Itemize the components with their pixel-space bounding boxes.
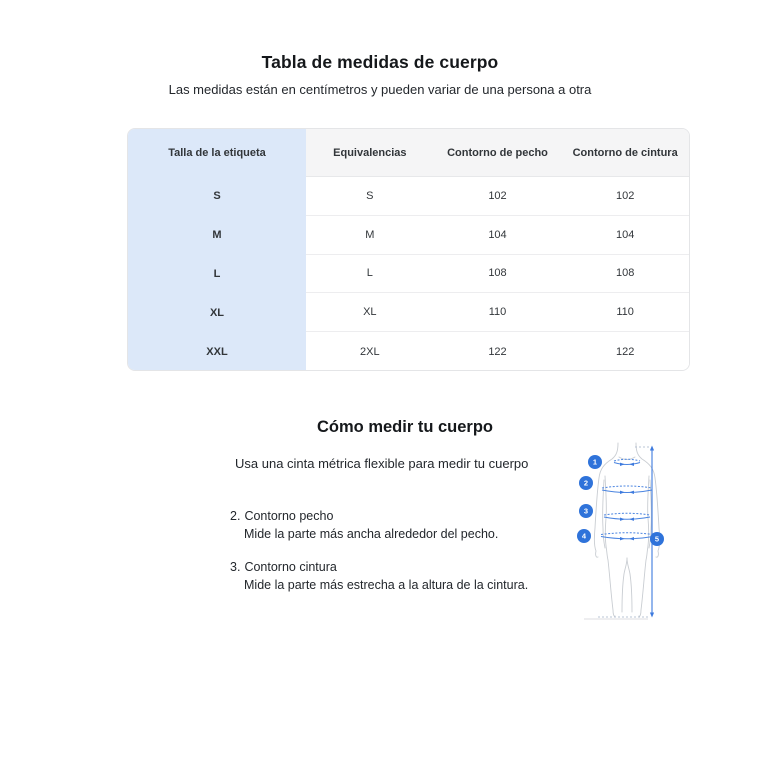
table-cell-cintura: 108	[561, 255, 689, 294]
column-header-equivalencias: Equivalencias	[306, 129, 434, 177]
page-title: Tabla de medidas de cuerpo	[261, 52, 499, 72]
table-cell-pecho: 104	[434, 216, 562, 255]
svg-text:2: 2	[583, 478, 589, 488]
svg-text:3: 3	[583, 506, 589, 516]
table-cell-pecho: 102	[434, 177, 562, 216]
table-cell-pecho: 122	[434, 332, 562, 371]
step-description: Mide la parte más ancha alrededor del pecho.	[244, 527, 499, 541]
step-number: 2.	[230, 509, 241, 523]
table-cell-talla: S	[128, 177, 306, 216]
table-cell-pecho: 108	[434, 255, 562, 294]
step-label: Contorno cintura	[244, 560, 337, 574]
table-cell-cintura: 104	[561, 216, 689, 255]
marker-1-icon	[588, 455, 602, 469]
table-cell-cintura: 102	[561, 177, 689, 216]
column-header-cintura: Contorno de cintura	[561, 129, 689, 177]
measure-section-subtitle: Usa una cinta métrica flexible para medir tu cuerpo	[235, 456, 529, 471]
svg-text:4: 4	[581, 531, 587, 541]
measure-step-waist	[230, 558, 528, 594]
measure-section-title: Cómo medir tu cuerpo	[316, 418, 493, 436]
table-cell-equivalencia: M	[306, 216, 434, 255]
marker-4-icon	[577, 529, 591, 543]
table-cell-cintura: 110	[561, 293, 689, 332]
step-description: Mide la parte más estrecha a la altura de la cintura.	[244, 578, 529, 592]
step-number: 3.	[230, 560, 241, 574]
body-measurement-diagram	[575, 438, 678, 623]
svg-text:5: 5	[654, 534, 660, 544]
marker-5-icon	[650, 532, 664, 546]
step-label: Contorno pecho	[244, 509, 334, 523]
table-cell-cintura: 122	[561, 332, 689, 371]
table-cell-talla: L	[128, 255, 306, 294]
marker-2-icon	[579, 476, 593, 490]
table-cell-talla: M	[128, 216, 306, 255]
measure-step-chest	[230, 507, 528, 543]
column-header-talla: Talla de la etiqueta	[128, 129, 306, 177]
table-cell-equivalencia: 2XL	[306, 332, 434, 371]
marker-3-icon	[579, 504, 593, 518]
body-figure-icon	[575, 438, 678, 623]
size-table	[127, 128, 690, 371]
table-cell-talla: XL	[128, 293, 306, 332]
measure-arrows-icon	[620, 463, 634, 541]
table-cell-equivalencia: XL	[306, 293, 434, 332]
svg-text:1: 1	[592, 457, 598, 467]
table-cell-pecho: 110	[434, 293, 562, 332]
measure-steps	[230, 507, 528, 609]
table-cell-talla: XXL	[128, 332, 306, 371]
page-subtitle: Las medidas están en centímetros y pueden variar de una persona a otra	[168, 82, 592, 97]
column-header-pecho: Contorno de pecho	[434, 129, 562, 177]
table-cell-equivalencia: L	[306, 255, 434, 294]
table-cell-equivalencia: S	[306, 177, 434, 216]
